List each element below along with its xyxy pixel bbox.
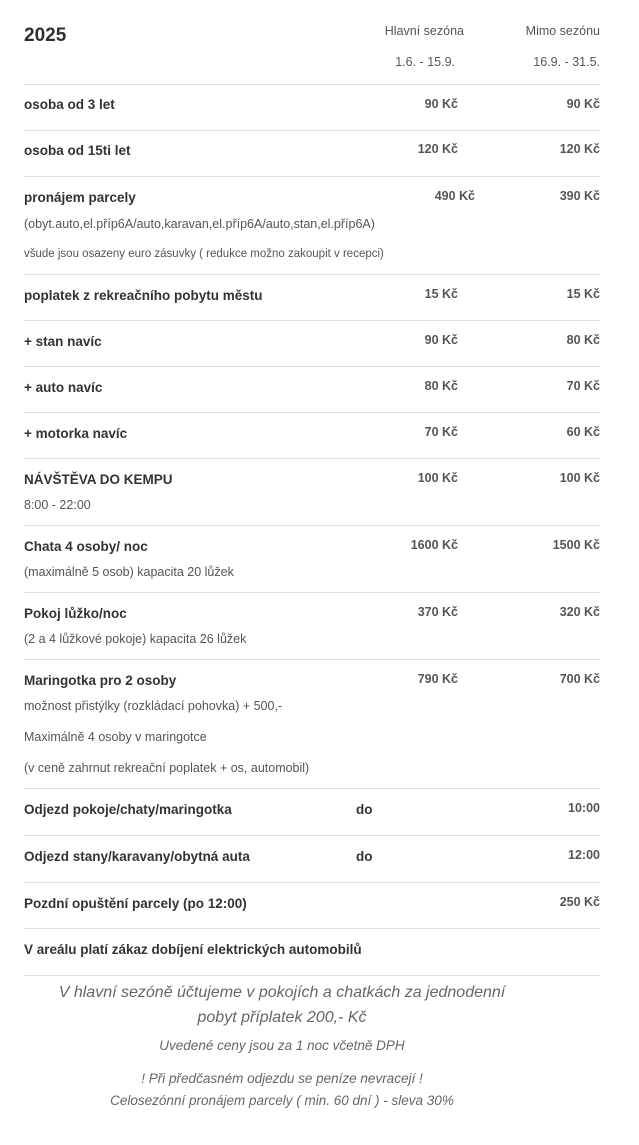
row-label: Pozdní opuštění parcely (po 12:00) [24,896,247,911]
surcharge-note [24,980,540,1030]
price-off-season: 70 Kč [566,379,600,393]
price-high-season: 90 Kč [424,97,458,111]
vat-note: Uvedené ceny jsou za 1 noc včetně DPH [159,1038,405,1053]
season-discount-note: Celosezónní pronájem parcely ( min. 60 dní ) - sleva 30% [110,1093,454,1108]
row-detail-2: Maximálně 4 osoby v maringotce [24,730,207,744]
price-notes [24,980,540,1112]
row-label: V areálu platí zákaz dobíjení elektrických automobilů [24,942,362,957]
price-off-season: 100 Kč [559,471,600,485]
off-season-title: Mimo sezónu [525,24,600,38]
price-row-extra-tent [24,321,600,367]
price-off-season: 250 Kč [559,895,600,909]
price-off-season: 80 Kč [566,333,600,347]
price-row-extra-motorcycle [24,413,600,459]
high-season-dates: 1.6. - 15.9. [395,55,455,69]
checkout-time: 12:00 [568,848,600,862]
row-detail: možnost přistýlky (rozkládací pohovka) + 500,- [24,699,283,713]
row-detail-3: (v ceně zahrnut rekreační poplatek + os, automobil) [24,761,310,775]
refund-note: ! Při předčasném odjezdu se peníze nevracejí ! [141,1071,423,1086]
row-label: + motorka navíc [24,426,128,441]
refund-discount-notes [24,1068,540,1112]
row-label: Chata 4 osoby/ noc [24,539,148,554]
price-high-season: 100 Kč [417,471,458,485]
ev-charging-ban-row [24,929,600,976]
price-table-header [24,0,600,85]
row-label: + stan navíc [24,334,102,349]
price-row-trailer [24,660,600,789]
price-row-city-fee [24,275,600,321]
row-label: Pokoj lůžko/noc [24,606,127,621]
surcharge-note-line-1: V hlavní sezóně účtujeme v pokojích a chatkách za jednodenní [58,984,506,1001]
surcharge-note-line-2: pobyt příplatek 200,- Kč [197,1009,367,1026]
row-label: Odjezd stany/karavany/obytná auta [24,849,250,864]
price-list [24,0,600,1108]
price-off-season: 60 Kč [566,425,600,439]
price-off-season: 1500 Kč [552,538,600,552]
row-detail: (maximálně 5 osob) kapacita 20 lůžek [24,565,234,579]
price-row-late-departure [24,883,600,929]
row-label: osoba od 15ti let [24,143,131,158]
price-high-season: 120 Kč [417,142,458,156]
price-high-season: 80 Kč [424,379,458,393]
price-high-season: 490 Kč [434,189,475,203]
price-high-season: 370 Kč [417,605,458,619]
row-detail: (obyt.auto,el.příp6A/auto,karavan,el.příp6A/auto,stan,el.příp6A) [24,217,375,231]
price-row-person-3 [24,85,600,131]
off-season-dates: 16.9. - 31.5. [533,55,600,69]
price-row-pitch-rental [24,177,600,275]
row-label: Odjezd pokoje/chaty/maringotka [24,802,232,817]
checkout-row-tents [24,836,600,883]
row-label: NÁVŠTĚVA DO KEMPU [24,472,173,487]
price-off-season: 15 Kč [566,287,600,301]
price-off-season: 700 Kč [559,672,600,686]
price-high-season: 15 Kč [424,287,458,301]
checkout-row-rooms [24,789,600,836]
price-high-season: 90 Kč [424,333,458,347]
checkout-time: 10:00 [568,801,600,815]
checkout-until-label: do [356,802,373,817]
price-high-season: 790 Kč [417,672,458,686]
row-label: osoba od 3 let [24,97,115,112]
price-row-camp-visit [24,459,600,526]
price-row-room-bed [24,593,600,660]
price-row-cottage [24,526,600,593]
row-label: poplatek z rekreačního pobytu městu [24,288,263,303]
price-off-season: 320 Kč [559,605,600,619]
price-row-extra-car [24,367,600,413]
high-season-title: Hlavní sezóna [384,24,464,38]
price-off-season: 120 Kč [559,142,600,156]
checkout-until-label: do [356,849,373,864]
row-label: Maringotka pro 2 osoby [24,673,177,688]
price-off-season: 90 Kč [566,97,600,111]
price-high-season: 70 Kč [424,425,458,439]
season-year: 2025 [24,25,67,46]
row-label: + auto navíc [24,380,103,395]
price-off-season: 390 Kč [559,189,600,203]
row-label: pronájem parcely [24,190,136,205]
row-note: všude jsou osazeny euro zásuvky ( redukce možno zakoupit v recepci) [24,248,384,260]
price-high-season: 1600 Kč [410,538,458,552]
price-row-person-15 [24,131,600,177]
row-detail: 8:00 - 22:00 [24,498,91,512]
row-detail: (2 a 4 lůžkové pokoje) kapacita 26 lůžek [24,632,247,646]
